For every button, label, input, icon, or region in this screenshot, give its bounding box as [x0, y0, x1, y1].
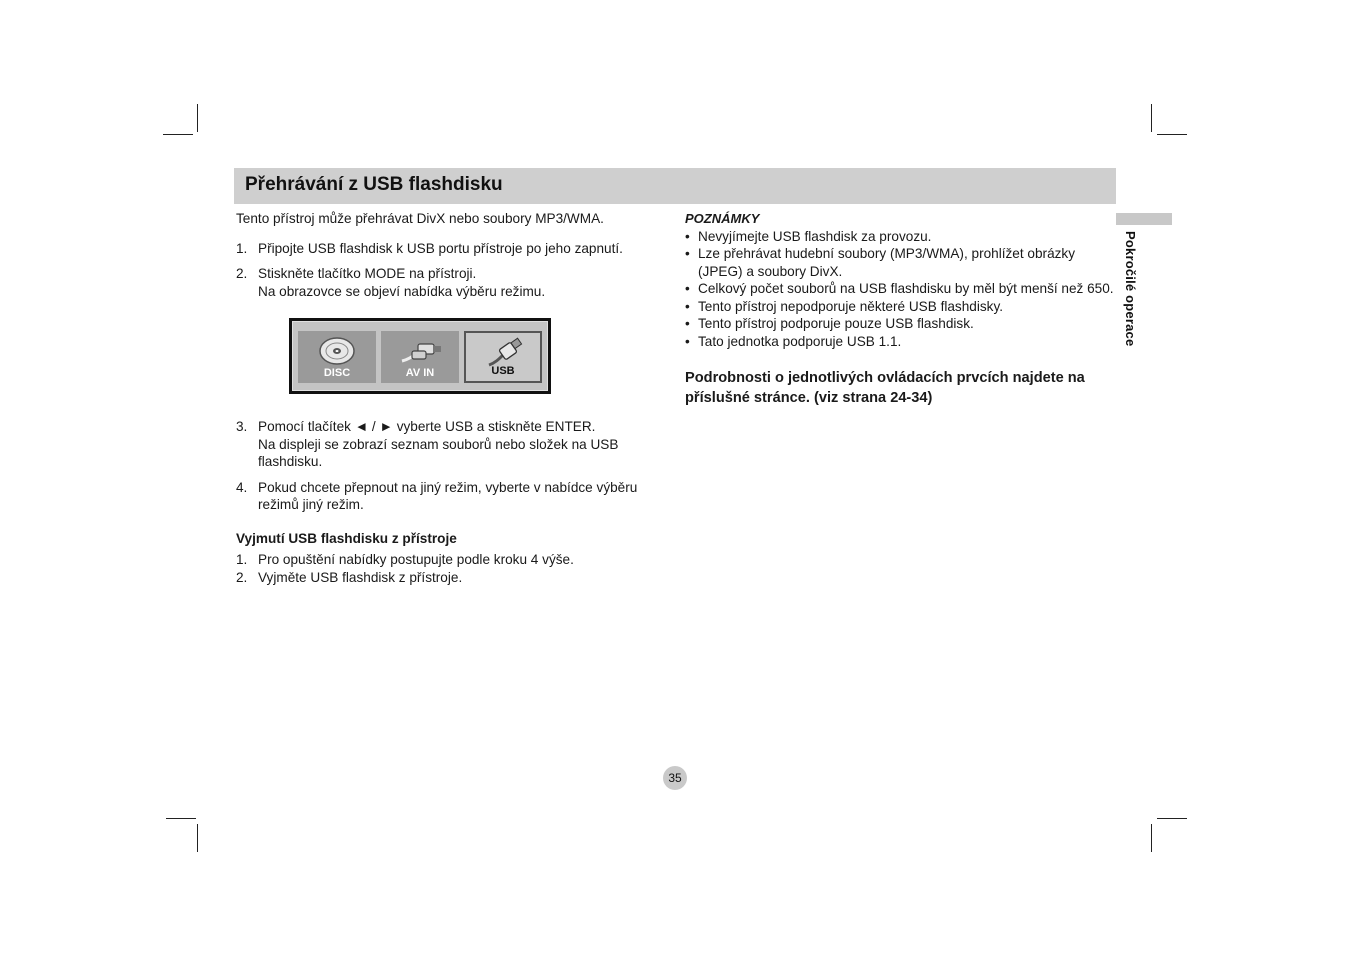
step-item [236, 240, 666, 258]
menu-item-label: USB [491, 365, 515, 377]
step-item [236, 418, 666, 471]
crop-mark [1151, 104, 1152, 132]
step-text: Pro opuštění nabídky postupujte podle kroku 4 výše. [258, 552, 574, 567]
note-item: • Tento přístroj nepodporuje některé USB flashdisky. [685, 298, 1117, 316]
step-text: Pomocí tlačítek ◄ / ► vyberte USB a stiskněte ENTER. [258, 419, 596, 434]
step-number: 3. [236, 419, 248, 434]
note-item: • Nevyjímejte USB flashdisk za provozu. [685, 228, 1117, 246]
notes-heading: POZNÁMKY [685, 211, 760, 226]
intro-text: Tento přístroj může přehrávat DivX nebo soubory MP3/WMA. [236, 211, 604, 226]
crop-mark [197, 104, 198, 132]
step-number: 1. [236, 240, 248, 256]
crop-mark [1151, 824, 1152, 852]
right-column [685, 210, 1117, 408]
crop-mark [166, 818, 196, 819]
page-number: 35 [663, 766, 687, 790]
left-column [236, 210, 666, 300]
crop-mark [1157, 818, 1187, 819]
note-item: • Lze přehrávat hudební soubory (MP3/WMA), prohlížet obrázky (JPEG) a soubory DivX. [685, 245, 1117, 280]
step-item [236, 479, 666, 514]
step-item [236, 569, 666, 587]
title-bar [234, 168, 1116, 204]
menu-item-disc[interactable] [298, 331, 376, 383]
step-text: Stiskněte tlačítko MODE na přístroji. [258, 266, 477, 281]
step-subtext: Na displeji se zobrazí seznam souborů nebo složek na USB flashdisku. [258, 436, 619, 469]
crop-mark [1157, 134, 1187, 135]
step-item [236, 551, 666, 569]
step-text: Pokud chcete přepnout na jiný režim, vyberte v nabídce výběru režimů jiný režim. [258, 479, 638, 512]
step-text: Vyjměte USB flashdisk z přístroje. [258, 569, 463, 585]
menu-item-av-in[interactable] [381, 331, 459, 383]
av-cable-icon [400, 335, 444, 367]
step-number: 2. [236, 266, 248, 281]
note-item: • Celkový počet souborů na USB flashdisku by měl být menší než 650. [685, 280, 1117, 298]
crop-mark [163, 134, 193, 135]
page-title: Přehrávání z USB flashdisku [245, 174, 503, 195]
menu-item-usb[interactable] [464, 331, 542, 383]
menu-item-label: AV IN [405, 367, 435, 379]
step-number: 4. [236, 479, 248, 495]
step-subtext: Na obrazovce se objeví nabídka výběru režimu. [258, 283, 546, 299]
crop-mark [197, 824, 198, 852]
section-label: Pokročilé operace [1123, 231, 1138, 347]
menu-item-label: DISC [323, 367, 351, 379]
disc-icon [317, 335, 357, 367]
left-column-lower [236, 418, 666, 586]
step-item [236, 265, 666, 300]
step-number: 1. [236, 552, 248, 567]
section-tab [1116, 213, 1172, 225]
section-heading: Vyjmutí USB flashdisku z přístroje [236, 530, 457, 546]
step-number: 2. [236, 569, 248, 585]
mode-select-menu [289, 318, 551, 394]
note-item: • Tato jednotka podporuje USB 1.1. [685, 333, 1117, 351]
details-note: Podrobnosti o jednotlivých ovládacích prvcích najdete na příslušné stránce. (viz strana 24-34) [685, 370, 1085, 406]
step-text: Připojte USB flashdisk k USB portu přístroje po jeho zapnutí. [258, 240, 623, 256]
note-item: • Tento přístroj podporuje pouze USB flashdisk. [685, 315, 1117, 333]
